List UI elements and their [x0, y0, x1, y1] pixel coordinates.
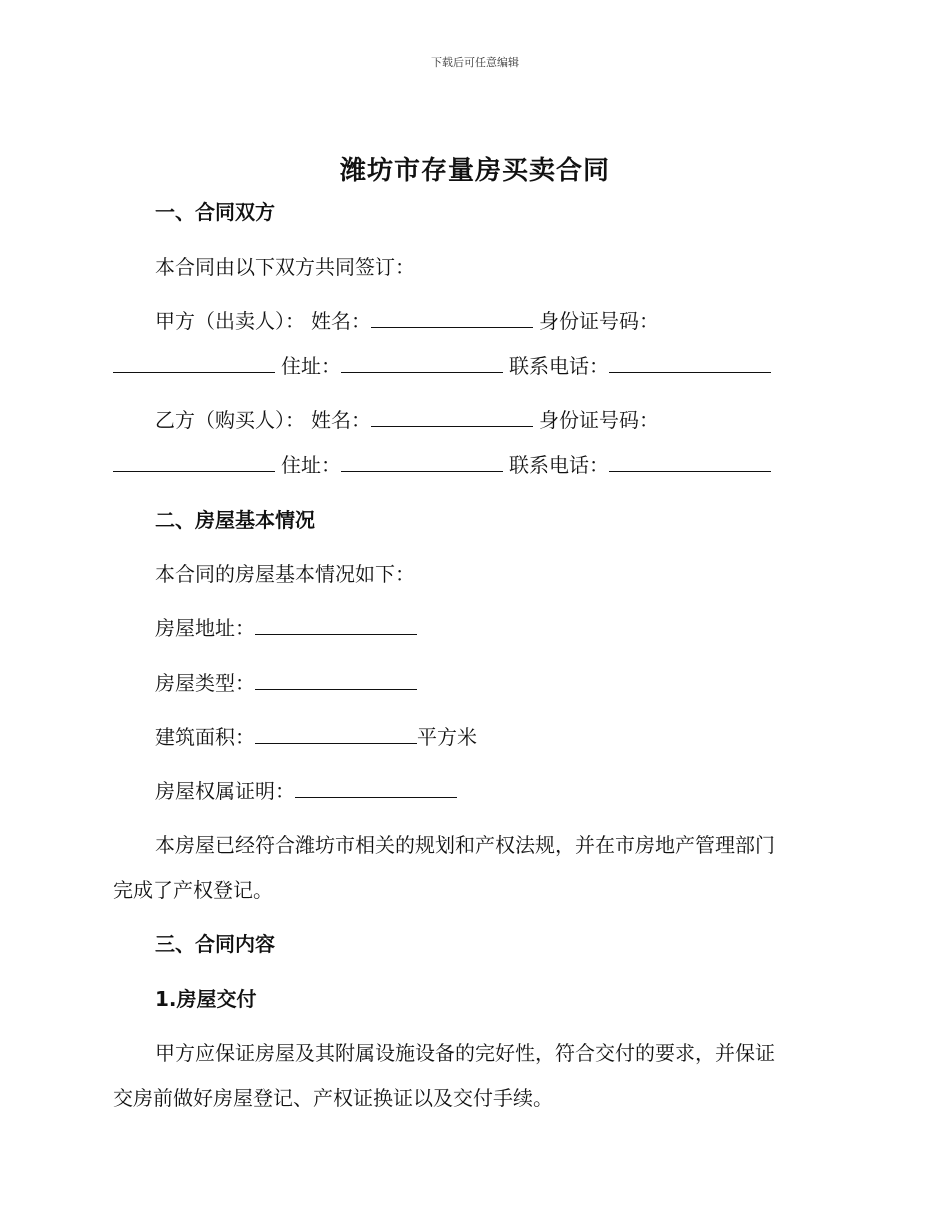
- party-b-phone-field[interactable]: [609, 451, 771, 472]
- house-address-row: [155, 614, 417, 642]
- house-area-field[interactable]: [255, 723, 417, 744]
- section2-heading: 二、房屋基本情况: [155, 508, 315, 532]
- house-area-row: [155, 723, 477, 751]
- house-type-field[interactable]: [255, 669, 417, 690]
- party-a-name-field[interactable]: [371, 307, 533, 328]
- party-a-address-field[interactable]: [341, 352, 503, 373]
- header-note: 下载后可任意编辑: [431, 56, 519, 69]
- section3-sub1-heading: 1.房屋交付: [155, 987, 257, 1011]
- party-a-address-label: 住址：: [281, 354, 341, 378]
- party-a-phone-field[interactable]: [609, 352, 771, 373]
- party-b-line2: [113, 451, 771, 479]
- party-a-line1: [155, 307, 659, 335]
- document-title: 潍坊市存量房买卖合同: [339, 156, 610, 186]
- section3-heading: 三、合同内容: [155, 932, 275, 956]
- party-b-phone-label: 联系电话：: [509, 453, 609, 477]
- party-b-id-label: 身份证号码：: [539, 408, 659, 432]
- delivery-paragraph-line2: 交房前做好房屋登记、产权证换证以及交付手续。: [113, 1086, 553, 1110]
- party-a-id-label: 身份证号码：: [539, 309, 659, 333]
- delivery-paragraph-line1: 甲方应保证房屋及其附属设施设备的完好性，符合交付的要求，并保证: [155, 1041, 775, 1065]
- party-a-label: 甲方（出卖人）：: [155, 309, 305, 333]
- party-a-name-label: 姓名：: [311, 309, 371, 333]
- party-a-id-field[interactable]: [113, 352, 275, 373]
- party-a-phone-label: 联系电话：: [509, 354, 609, 378]
- section1-intro: 本合同由以下双方共同签订：: [155, 255, 415, 279]
- house-ownership-row: [155, 777, 457, 805]
- party-b-name-field[interactable]: [371, 406, 533, 427]
- registration-paragraph-line1: 本房屋已经符合潍坊市相关的规划和产权法规，并在市房地产管理部门: [155, 833, 775, 857]
- house-area-unit: 平方米: [417, 725, 477, 749]
- party-b-name-label: 姓名：: [311, 408, 371, 432]
- house-ownership-label: 房屋权属证明：: [155, 779, 295, 803]
- house-address-field[interactable]: [255, 614, 417, 635]
- party-a-line2: [113, 352, 771, 380]
- party-b-line1: [155, 406, 659, 434]
- house-address-label: 房屋地址：: [155, 616, 255, 640]
- house-type-label: 房屋类型：: [155, 671, 255, 695]
- party-b-label: 乙方（购买人）：: [155, 408, 305, 432]
- registration-paragraph-line2: 完成了产权登记。: [113, 878, 273, 902]
- house-type-row: [155, 669, 417, 697]
- section1-heading: 一、合同双方: [155, 200, 275, 224]
- house-area-label: 建筑面积：: [155, 725, 255, 749]
- party-b-address-field[interactable]: [341, 451, 503, 472]
- party-b-address-label: 住址：: [281, 453, 341, 477]
- party-b-id-field[interactable]: [113, 451, 275, 472]
- section2-intro: 本合同的房屋基本情况如下：: [155, 562, 415, 586]
- house-ownership-field[interactable]: [295, 777, 457, 798]
